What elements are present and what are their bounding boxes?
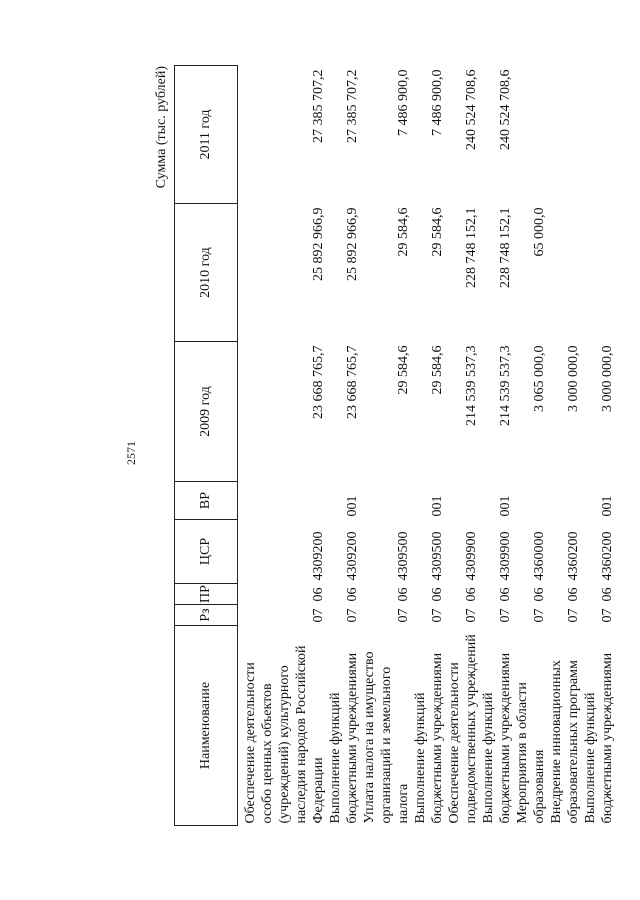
cell-csr: 4309500 — [430, 531, 445, 581]
cell-name: Обеспечение деятельности особо ценных объектов (учреждений) культурного наследия народов Российской Федерации — [243, 645, 326, 824]
cell-rz: 07 — [532, 608, 547, 623]
col-header-csr: ЦСР — [175, 520, 238, 584]
cell-pr: 06 — [464, 587, 479, 602]
cell-rz: 07 — [396, 608, 411, 623]
cell-2010: 29 584,6 — [430, 207, 445, 257]
cell-pr: 06 — [396, 587, 411, 602]
budget-table — [174, 65, 616, 826]
cell-name: Уплата налога на имущество организаций и земельного налога — [362, 651, 411, 824]
col-header-2009: 2009 год — [175, 342, 238, 482]
cell-2011: 240 524 708,6 — [498, 69, 513, 150]
col-header-pr: ПР — [175, 584, 238, 605]
col-header-2010: 2010 год — [175, 204, 238, 342]
cell-csr: 4309200 — [345, 531, 360, 581]
cell-vr: 001 — [600, 495, 615, 517]
table-row — [548, 66, 582, 826]
cell-2011 — [582, 66, 616, 204]
cell-2009: 23 668 765,7 — [311, 345, 326, 419]
cell-2010: 228 748 152,1 — [464, 207, 479, 288]
cell-pr: 06 — [430, 587, 445, 602]
cell-rz: 07 — [600, 608, 615, 623]
cell-2009: 29 584,6 — [430, 345, 445, 395]
cell-name: Выполнение функций бюджетными учреждениями — [328, 652, 360, 824]
page-number: 2571 — [124, 441, 138, 465]
cell-2009: 3 000 000,0 — [566, 345, 581, 412]
table-row — [361, 66, 412, 826]
table-row — [446, 66, 480, 826]
cell-csr: 4360200 — [600, 531, 615, 581]
cell-name: Мероприятия в области образования — [515, 682, 547, 824]
cell-pr: 06 — [566, 587, 581, 602]
cell-csr: 4360200 — [566, 531, 581, 581]
cell-2011 — [514, 66, 548, 204]
cell-name: Выполнение функций бюджетными учреждениями — [481, 652, 513, 824]
cell-name: Обеспечение деятельности подведомственных учреждений — [447, 634, 479, 824]
header-row — [175, 66, 238, 826]
cell-rz: 07 — [566, 608, 581, 623]
cell-2010 — [582, 204, 616, 342]
cell-vr — [446, 482, 480, 520]
cell-2010: 228 748 152,1 — [498, 207, 513, 288]
table-row — [582, 66, 616, 826]
cell-csr: 4309200 — [311, 531, 326, 581]
cell-pr: 06 — [600, 587, 615, 602]
cell-vr — [361, 482, 412, 520]
cell-2011 — [548, 66, 582, 204]
cell-2010: 29 584,6 — [396, 207, 411, 257]
cell-vr: 001 — [498, 495, 513, 517]
cell-rz: 07 — [345, 608, 360, 623]
cell-pr: 06 — [311, 587, 326, 602]
table-row — [327, 66, 361, 826]
cell-pr: 06 — [345, 587, 360, 602]
cell-2011: 27 385 707,2 — [311, 69, 326, 143]
col-header-rz: Рз — [175, 605, 238, 626]
cell-2009: 23 668 765,7 — [345, 345, 360, 419]
cell-csr: 4309900 — [464, 531, 479, 581]
cell-2010 — [548, 204, 582, 342]
cell-csr: 4309900 — [498, 531, 513, 581]
table-row — [412, 66, 446, 826]
table-row — [480, 66, 514, 826]
cell-pr: 06 — [532, 587, 547, 602]
cell-rz: 07 — [498, 608, 513, 623]
cell-csr: 4360000 — [532, 531, 547, 581]
cell-2010: 25 892 966,9 — [311, 207, 326, 281]
cell-2011: 7 486 900,0 — [396, 69, 411, 136]
cell-2009: 3 065 000,0 — [532, 345, 547, 412]
cell-pr: 06 — [498, 587, 513, 602]
cell-name: Внедрение инновационных образовательных программ — [549, 660, 581, 824]
cell-rz: 07 — [464, 608, 479, 623]
table-row — [238, 66, 328, 826]
units-label: Сумма (тыс. рублей) — [154, 66, 169, 189]
cell-2011: 240 524 708,6 — [464, 69, 479, 150]
table-body — [238, 66, 617, 826]
cell-2011: 27 385 707,2 — [345, 69, 360, 143]
cell-vr: 001 — [430, 495, 445, 517]
cell-2010: 65 000,0 — [532, 207, 547, 257]
cell-name: Выполнение функций бюджетными учреждениями — [413, 652, 445, 824]
cell-vr — [238, 482, 328, 520]
cell-2011: 7 486 900,0 — [430, 69, 445, 136]
cell-vr — [514, 482, 548, 520]
table-row — [514, 66, 548, 826]
col-header-name: Наименование — [175, 626, 238, 826]
cell-2009: 214 539 537,3 — [498, 345, 513, 426]
cell-csr: 4309500 — [396, 531, 411, 581]
col-header-vr: ВР — [175, 482, 238, 520]
cell-name: Выполнение функций бюджетными учреждениями — [583, 652, 615, 824]
cell-2009: 3 000 000,0 — [600, 345, 615, 412]
cell-2009: 214 539 537,3 — [464, 345, 479, 426]
cell-2009: 29 584,6 — [396, 345, 411, 395]
cell-rz: 07 — [430, 608, 445, 623]
col-header-2011: 2011 год — [175, 66, 238, 204]
cell-2010: 25 892 966,9 — [345, 207, 360, 281]
cell-vr — [548, 482, 582, 520]
cell-rz: 07 — [311, 608, 326, 623]
cell-vr: 001 — [345, 495, 360, 517]
rotated-page — [112, 66, 615, 826]
